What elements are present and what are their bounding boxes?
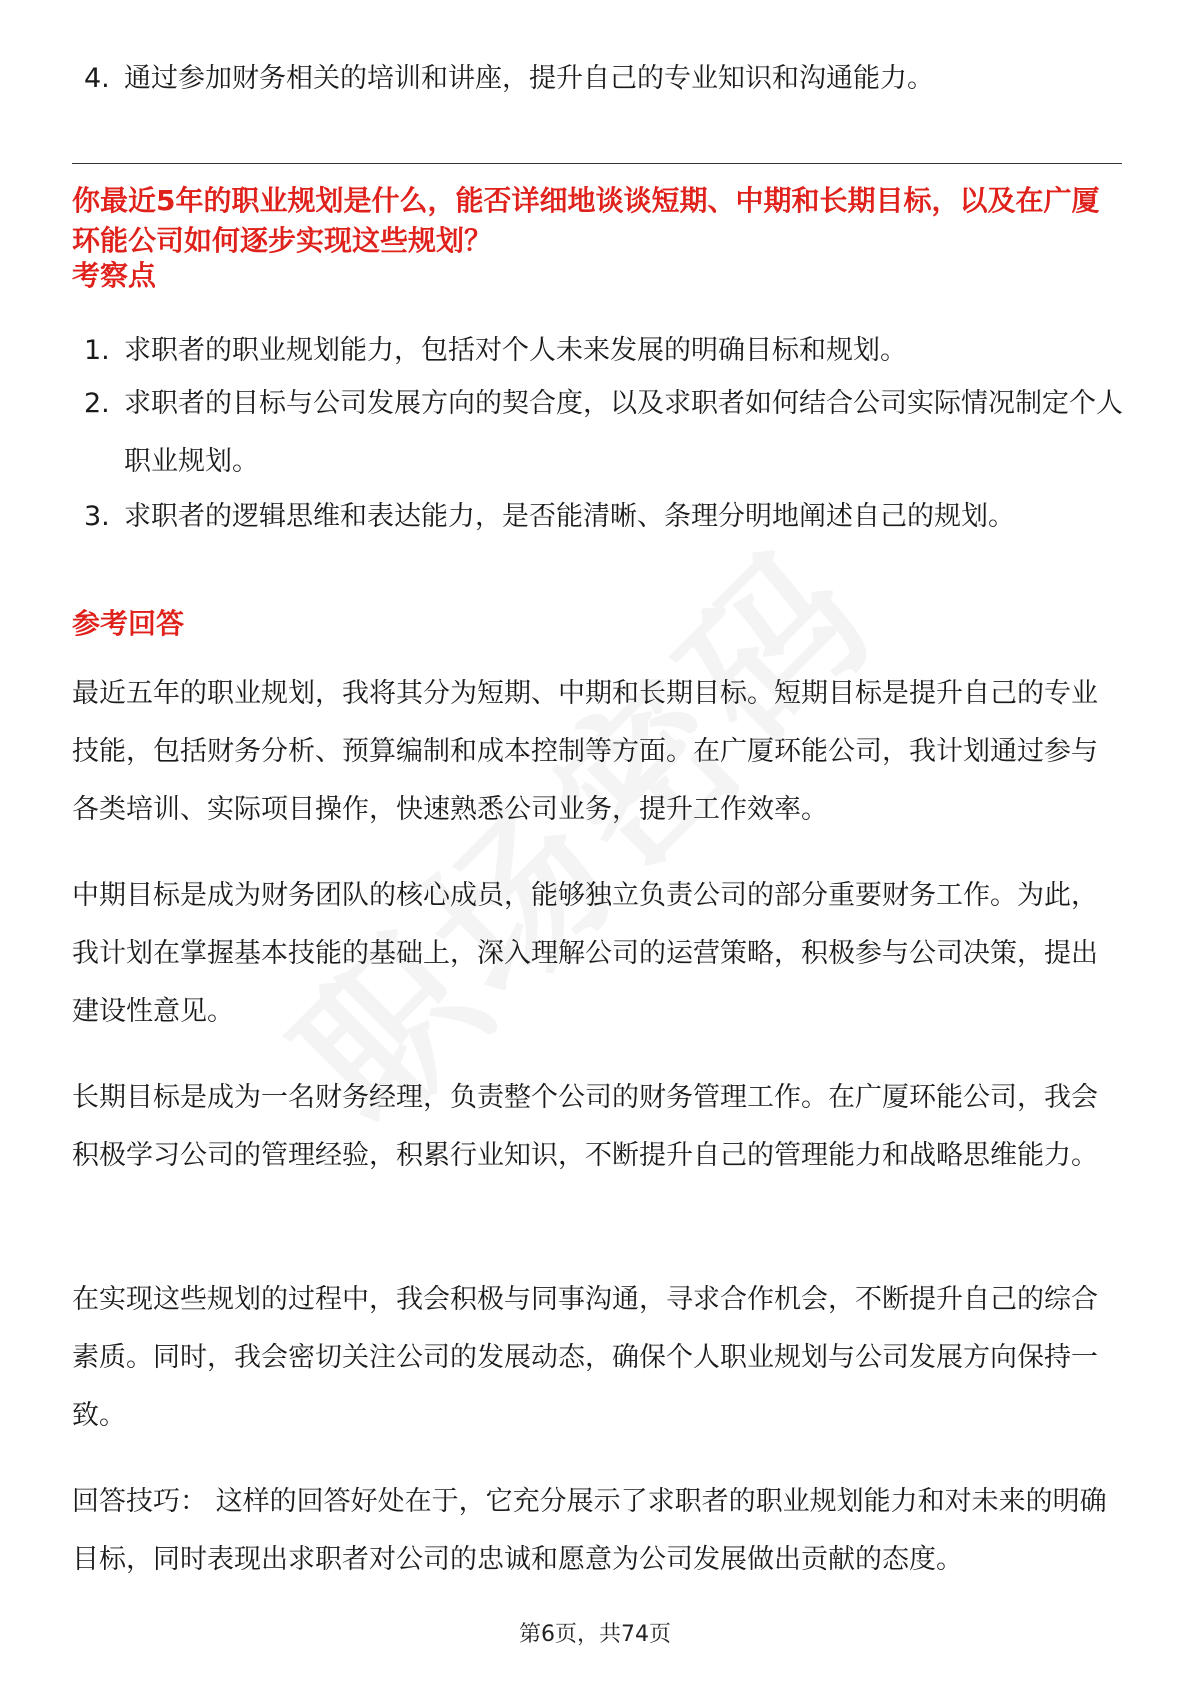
question-heading: 你最近5年的职业规划是什么，能否详细地谈谈短期、中期和长期目标，以及在广厦环能公司如何逐步实现这些规划？ <box>72 184 1100 257</box>
divider <box>72 163 1122 164</box>
list-number: 3. <box>84 501 110 532</box>
list-text: 求职者的逻辑思维和表达能力，是否能清晰、条理分明地阐述自己的规划。 <box>124 501 1015 532</box>
list-text: 求职者的目标与公司发展方向的契合度，以及求职者如何结合公司实际情况制定个人职业规划。 <box>124 388 1123 477</box>
answer-tip: 回答技巧： 这样的回答好处在于，它充分展示了求职者的职业规划能力和对未来的明确目标，同时表现出求职者对公司的忠诚和愿意为公司发展做出贡献的态度。 <box>72 1486 1107 1575</box>
answer-paragraph: 最近五年的职业规划，我将其分为短期、中期和长期目标。短期目标是提升自己的专业技能，包括财务分析、预算编制和成本控制等方面。在广厦环能公司，我计划通过参与各类培训、实际项目操作，快速熟悉公司业务，提升工作效率。 <box>72 678 1098 825</box>
page-footer: 第6页，共74页 <box>519 1622 671 1647</box>
list-number: 1. <box>84 335 110 366</box>
answer-paragraph: 中期目标是成为财务团队的核心成员，能够独立负责公司的部分重要财务工作。为此，我计划在掌握基本技能的基础上，深入理解公司的运营策略，积极参与公司决策，提出建设性意见。 <box>72 880 1098 1027</box>
answer-heading: 参考回答 <box>72 607 185 640</box>
list-text: 通过参加财务相关的培训和讲座，提升自己的专业知识和沟通能力。 <box>124 63 934 94</box>
list-number: 2. <box>84 388 110 419</box>
answer-paragraph: 在实现这些规划的过程中，我会积极与同事沟通，寻求合作机会，不断提升自己的综合素质。同时，我会密切关注公司的发展动态，确保个人职业规划与公司发展方向保持一致。 <box>72 1284 1098 1431</box>
answer-paragraph: 长期目标是成为一名财务经理，负责整个公司的财务管理工作。在广厦环能公司，我会积极学习公司的管理经验，积累行业知识，不断提升自己的管理能力和战略思维能力。 <box>72 1082 1098 1171</box>
examine-heading: 考察点 <box>72 259 157 292</box>
list-number: 4. <box>84 63 110 94</box>
list-text: 求职者的职业规划能力，包括对个人未来发展的明确目标和规划。 <box>124 335 907 366</box>
